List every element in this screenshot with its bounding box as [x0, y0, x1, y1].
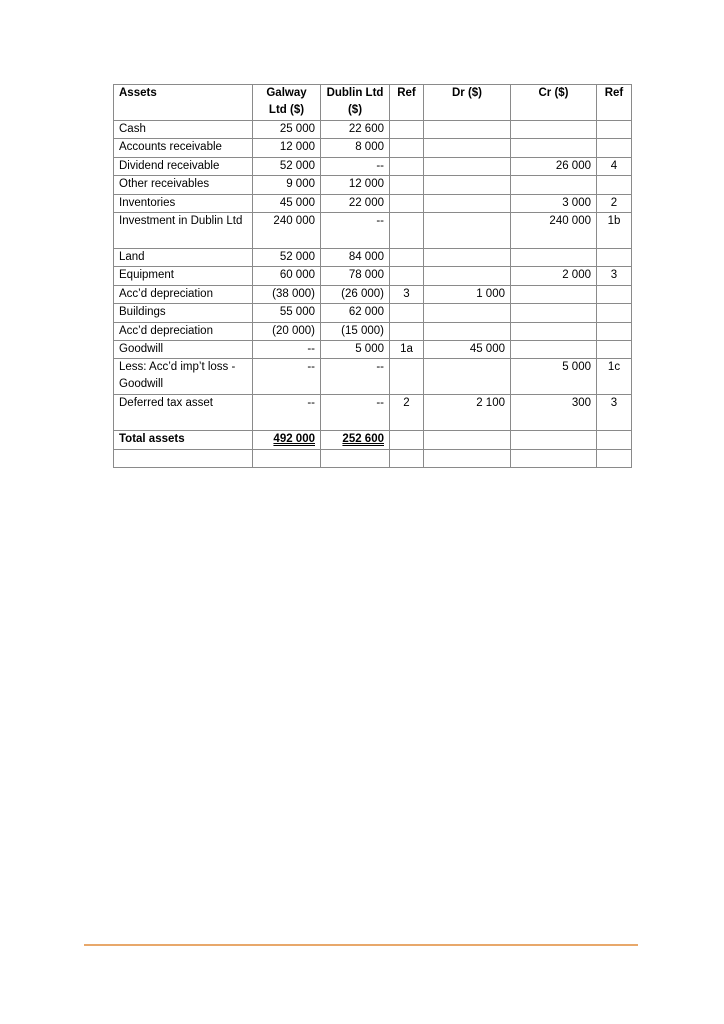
blank-cell [321, 449, 390, 467]
total-label: Total assets [114, 431, 253, 449]
blank-cell [424, 449, 511, 467]
ref-1-value [390, 176, 424, 194]
total-cr [511, 431, 597, 449]
dr-value [424, 212, 511, 248]
blank-cell [597, 449, 632, 467]
galway-value: -- [253, 359, 321, 395]
header-galway: Galway Ltd ($) [253, 85, 321, 121]
dublin-value: 22 000 [321, 194, 390, 212]
total-dublin [321, 431, 390, 449]
total-dublin-value: 252 600 [342, 433, 384, 446]
ref-1-value [390, 322, 424, 340]
ref-2-value [597, 139, 632, 157]
row-label: Less: Acc’d imp’t loss - Goodwill [114, 359, 253, 395]
ref-2-value: 3 [597, 267, 632, 285]
galway-value: 25 000 [253, 121, 321, 139]
ref-1-value [390, 121, 424, 139]
ref-2-value [597, 176, 632, 194]
row-label: Equipment [114, 267, 253, 285]
dublin-value: 8 000 [321, 139, 390, 157]
row-label: Other receivables [114, 176, 253, 194]
cr-value: 5 000 [511, 359, 597, 395]
header-cr: Cr ($) [511, 85, 597, 121]
ref-2-value [597, 304, 632, 322]
ref-2-value [597, 248, 632, 266]
table-row [114, 194, 632, 212]
galway-value: (20 000) [253, 322, 321, 340]
row-label: Land [114, 248, 253, 266]
table-row [114, 248, 632, 266]
dublin-value: 12 000 [321, 176, 390, 194]
ref-2-value [597, 285, 632, 303]
dublin-value: 78 000 [321, 267, 390, 285]
dublin-value: 84 000 [321, 248, 390, 266]
row-label: Buildings [114, 304, 253, 322]
blank-cell [114, 449, 253, 467]
ref-1-value [390, 359, 424, 395]
dr-value [424, 359, 511, 395]
galway-value: 45 000 [253, 194, 321, 212]
dr-value [424, 267, 511, 285]
cr-value [511, 304, 597, 322]
dublin-value: -- [321, 395, 390, 431]
total-dr [424, 431, 511, 449]
table-row [114, 139, 632, 157]
cr-value: 240 000 [511, 212, 597, 248]
header-dr: Dr ($) [424, 85, 511, 121]
total-row [114, 431, 632, 449]
cr-value [511, 139, 597, 157]
table-row [114, 121, 632, 139]
row-label: Dividend receivable [114, 157, 253, 175]
cr-value [511, 121, 597, 139]
table-row [114, 395, 632, 431]
footer-rule [84, 944, 638, 946]
ref-2-value: 1c [597, 359, 632, 395]
ref-2-value: 3 [597, 395, 632, 431]
galway-value: (38 000) [253, 285, 321, 303]
total-galway-value: 492 000 [273, 433, 315, 446]
galway-value: 55 000 [253, 304, 321, 322]
dublin-value: -- [321, 212, 390, 248]
galway-value: 9 000 [253, 176, 321, 194]
table-row [114, 267, 632, 285]
galway-value: 52 000 [253, 157, 321, 175]
ref-1-value [390, 139, 424, 157]
table-row [114, 212, 632, 248]
table-row [114, 176, 632, 194]
blank-cell [253, 449, 321, 467]
ref-1-value: 2 [390, 395, 424, 431]
blank-cell [511, 449, 597, 467]
cr-value: 26 000 [511, 157, 597, 175]
table-row [114, 359, 632, 395]
ref-2-value: 4 [597, 157, 632, 175]
ref-1-value: 3 [390, 285, 424, 303]
dublin-value: (26 000) [321, 285, 390, 303]
dr-value [424, 157, 511, 175]
table-row [114, 285, 632, 303]
cr-value [511, 322, 597, 340]
row-label: Accounts receivable [114, 139, 253, 157]
table-row [114, 322, 632, 340]
dublin-value: (15 000) [321, 322, 390, 340]
table-row [114, 304, 632, 322]
cr-value [511, 176, 597, 194]
dr-value: 45 000 [424, 340, 511, 358]
galway-value: -- [253, 395, 321, 431]
ref-1-value: 1a [390, 340, 424, 358]
galway-value: 12 000 [253, 139, 321, 157]
galway-value: 52 000 [253, 248, 321, 266]
row-label: Acc’d depreciation [114, 285, 253, 303]
ref-1-value [390, 212, 424, 248]
ref-1-value [390, 157, 424, 175]
dr-value: 1 000 [424, 285, 511, 303]
cr-value [511, 285, 597, 303]
cr-value: 3 000 [511, 194, 597, 212]
galway-value: -- [253, 340, 321, 358]
assets-consolidation-table [113, 84, 632, 468]
ref-1-value [390, 194, 424, 212]
table-row [114, 340, 632, 358]
dublin-value: -- [321, 157, 390, 175]
header-assets: Assets [114, 85, 253, 121]
row-label: Investment in Dublin Ltd [114, 212, 253, 248]
row-label: Inventories [114, 194, 253, 212]
ref-2-value: 1b [597, 212, 632, 248]
row-label: Deferred tax asset [114, 395, 253, 431]
header-ref-1: Ref [390, 85, 424, 121]
blank-cell [390, 449, 424, 467]
ref-2-value [597, 340, 632, 358]
cr-value [511, 340, 597, 358]
table-row [114, 157, 632, 175]
row-label: Acc’d depreciation [114, 322, 253, 340]
dr-value [424, 176, 511, 194]
dr-value [424, 248, 511, 266]
total-ref-1 [390, 431, 424, 449]
ref-1-value [390, 304, 424, 322]
total-galway [253, 431, 321, 449]
ref-1-value [390, 267, 424, 285]
blank-row [114, 449, 632, 467]
dr-value: 2 100 [424, 395, 511, 431]
ref-2-value [597, 322, 632, 340]
header-dublin: Dublin Ltd ($) [321, 85, 390, 121]
cr-value: 300 [511, 395, 597, 431]
dublin-value: 5 000 [321, 340, 390, 358]
total-ref-2 [597, 431, 632, 449]
ref-1-value [390, 248, 424, 266]
dublin-value: 62 000 [321, 304, 390, 322]
ref-2-value: 2 [597, 194, 632, 212]
row-label: Goodwill [114, 340, 253, 358]
dr-value [424, 121, 511, 139]
header-ref-2: Ref [597, 85, 632, 121]
dr-value [424, 304, 511, 322]
cr-value [511, 248, 597, 266]
dr-value [424, 194, 511, 212]
dr-value [424, 139, 511, 157]
galway-value: 240 000 [253, 212, 321, 248]
header-row [114, 85, 632, 121]
cr-value: 2 000 [511, 267, 597, 285]
dr-value [424, 322, 511, 340]
dublin-value: -- [321, 359, 390, 395]
dublin-value: 22 600 [321, 121, 390, 139]
row-label: Cash [114, 121, 253, 139]
galway-value: 60 000 [253, 267, 321, 285]
ref-2-value [597, 121, 632, 139]
